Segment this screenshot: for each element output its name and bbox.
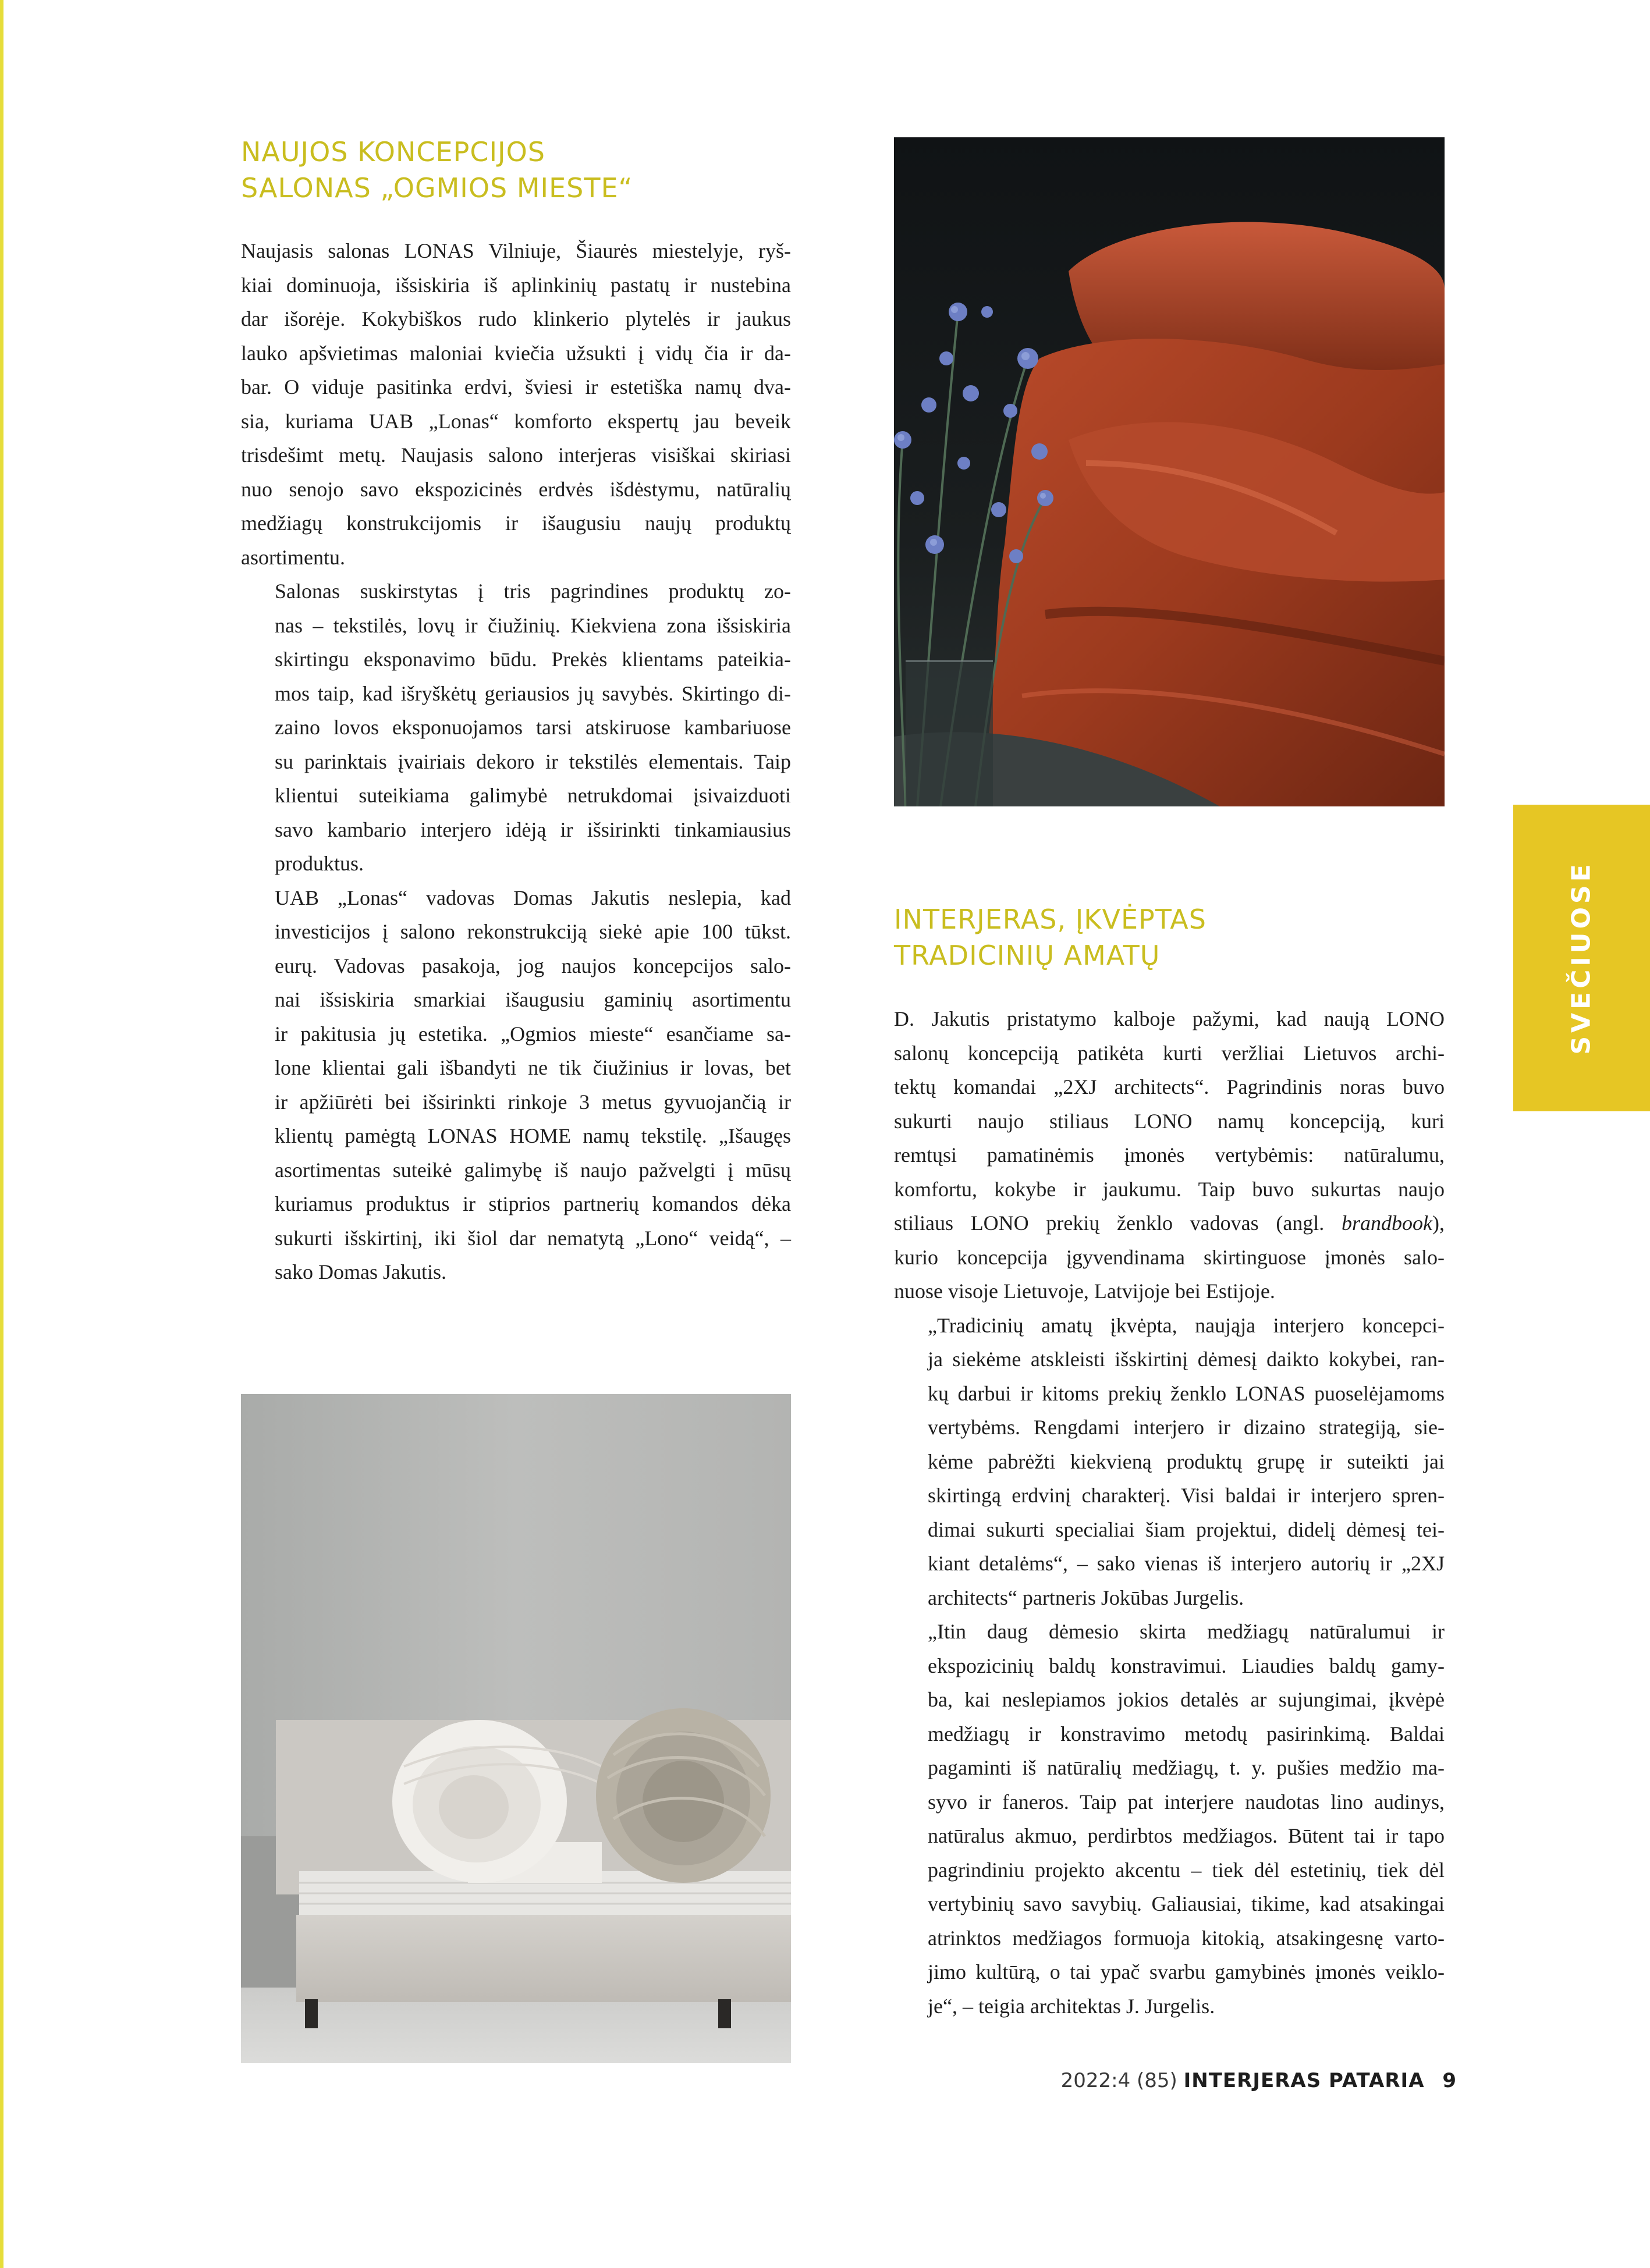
text-line: sia, kuriama UAB „Lonas“ komforto ekspertų jau beveik: [241, 409, 791, 433]
section-tab: [1513, 805, 1650, 1111]
text-line: kų darbui ir kitoms prekių ženklo LONAS puoselėjamoms: [928, 1381, 1445, 1405]
left-heading-line-1: NAUJOS KONCEPCIJOS: [241, 136, 545, 168]
page-edge-accent: [0, 0, 3, 2268]
text-line: skirtingą erdvinį charakterį. Visi baldai ir interjero spren-: [928, 1484, 1445, 1507]
text-line: natūralus akmuo, perdirbtos medžiagos. Būtent tai ir tapo: [928, 1824, 1445, 1847]
text-line: savo kambario interjero idėją ir išsirinkti tinkamiausius: [275, 817, 791, 841]
text-line: investicijos į salono rekonstrukciją siekė apie 100 tūkst.: [275, 920, 791, 943]
right-paragraph-2: [894, 1309, 1445, 1615]
right-heading-line-2: TRADICINIŲ AMATŲ: [894, 940, 1161, 971]
left-article-column: [241, 234, 791, 1289]
text-line: atrinktos medžiagos formuoja kitokią, atsakingesnę varto-: [928, 1926, 1445, 1950]
text-line: asortimentas suteikė galimybę iš naujo pažvelgti į mūsų: [275, 1158, 791, 1182]
text-line: nas – tekstilės, lovų ir čiužinių. Kiekviena zona išsiskiria: [275, 613, 791, 637]
text-line: bar. O viduje pasitinka erdvi, šviesi ir estetiška namų dva-: [241, 375, 791, 399]
text-line: eurų. Vadovas pasakoja, jog naujos koncepcijos salo-: [275, 954, 791, 977]
footer-issue: 2022:4 (85): [1060, 2069, 1177, 2092]
bed-illustration: [241, 1394, 791, 2063]
text-line: tektų komandai „2XJ architects“. Pagrindinis noras buvo: [894, 1075, 1445, 1099]
text-line: „Tradicinių amatų įkvėpta, naująja interjero koncepci-: [928, 1313, 1445, 1337]
text-line: klientui suteikiama galimybė netrukdomai įsivaizduoti: [275, 784, 791, 807]
text-line: kėme pabrėžti kiekvieną produktų grupę ir suteikti jai: [928, 1449, 1445, 1473]
text-line: dar išorėje. Kokybiškos rudo klinkerio plytelės ir jaukus: [241, 307, 791, 330]
text-line: asortimentu.: [241, 545, 345, 569]
text-line: kurio koncepcija įgyvendinama skirtinguose įmonės salo-: [894, 1245, 1445, 1269]
text-line: ja siekėme atskleisti išskirtinį dėmesį daikto kokybei, ran-: [928, 1348, 1445, 1371]
text-line: kiai dominuoja, išsiskiria iš aplinkinių pastatų ir nustebina: [241, 273, 791, 297]
text-line: medžiagų konstrukcijomis ir išaugusiu naujų produktų: [241, 511, 791, 535]
text-line: pagaminti iš natūralių medžiagų, t. y. pušies medžio ma-: [928, 1756, 1445, 1779]
text-line: produktus.: [275, 852, 364, 875]
right-article-column: [894, 1002, 1445, 2023]
text-line: trisdešimt metų. Naujasis salono interjeras visiškai skiriasi: [241, 443, 791, 467]
text-line: remtųsi pamatinėmis įmonės vertybėmis: natūralumu,: [894, 1143, 1445, 1167]
text-line: ir pakitusia jų estetika. „Ogmios mieste“ esančiame sa-: [275, 1022, 791, 1046]
photo-bed-toppers: [241, 1394, 791, 2063]
text-line: kuriamus produktus ir stiprios partnerių komandos dėka: [275, 1192, 791, 1215]
text-line: jimo kultūrą, o tai ypač svarbu gamybinės įmonės veiklo-: [928, 1960, 1445, 1983]
text-line: kiant detalėms“, – sako vienas iš interjero autorių ir „2XJ: [928, 1552, 1445, 1575]
text-line: pagrindiniu projekto akcentu – tiek dėl estetinių, tiek dėl: [928, 1858, 1445, 1882]
text-line: sako Domas Jakutis.: [275, 1260, 446, 1284]
right-paragraph-1: [894, 1002, 1445, 1309]
text-line: mos taip, kad išryškėtų geriausios jų savybės. Skirtingo di-: [275, 681, 791, 705]
left-heading: [241, 134, 633, 206]
footer-page-number: 9: [1442, 2069, 1456, 2092]
left-heading-line-2: SALONAS „OGMIOS MIESTE“: [241, 172, 633, 204]
text-line: ir apžiūrėti bei išsirinkti rinkoje 3 metus gyvuojančią ir: [275, 1090, 791, 1114]
text-line: ekspozicinių baldų konstravimui. Liaudies baldų gamy-: [928, 1654, 1445, 1677]
text-line: zaino lovos eksponuojamos tarsi atskiruose kambariuose: [275, 716, 791, 739]
text-line: D. Jakutis pristatymo kalboje pažymi, kad naują LONO: [894, 1007, 1445, 1030]
text-line: lone klientai gali išbandyti ne tik čiužinius ir lovas, bet: [275, 1056, 791, 1079]
text-line: vertybėms. Rengdami interjero ir dizaino strategiją, sie-: [928, 1416, 1445, 1439]
text-line: nai išsiskiria smarkiai išaugusiu gaminių asortimentu: [275, 988, 791, 1011]
section-tab-label: SVEČIUOSE: [1566, 861, 1596, 1055]
left-paragraph-2: [241, 574, 791, 881]
bedding-illustration: [894, 137, 1445, 806]
text-line: dimai sukurti specialiai šiam projektui, didelį dėmesį tei-: [928, 1517, 1445, 1541]
text-line: salonų koncepciją patikėta kurti veržliai Lietuvos archi-: [894, 1041, 1445, 1065]
text-line: klientų pamėgtą LONAS HOME namų tekstilę. „Išaugęs: [275, 1124, 791, 1147]
text-line: Naujasis salonas LONAS Vilniuje, Šiaurės miestelyje, ryš-: [241, 239, 791, 262]
text-line: stiliaus LONO prekių ženklo vadovas (angl. brandbook),: [894, 1211, 1445, 1235]
text-line: UAB „Lonas“ vadovas Domas Jakutis neslepia, kad: [275, 886, 791, 909]
text-line: ba, kai neslepiamos jokios detalės ar sujungimai, įkvėpė: [928, 1688, 1445, 1711]
text-line: nuo senojo savo ekspozicinės erdvės išdėstymu, natūralių: [241, 477, 791, 501]
page-footer: [1061, 2069, 1456, 2092]
text-line: medžiagų ir konstravimo metodų pasirinkimą. Baldai: [928, 1722, 1445, 1746]
text-line: architects“ partneris Jokūbas Jurgelis.: [928, 1586, 1244, 1609]
text-line: su parinktais įvairiais dekoro ir tekstilės elementais. Taip: [275, 749, 791, 773]
text-line: je“, – teigia architektas J. Jurgelis.: [928, 1994, 1215, 2018]
text-line: lauko apšvietimas maloniai kviečia užsukti į vidų čia ir da-: [241, 341, 791, 365]
text-line: Salonas suskirstytas į tris pagrindines produktų zo-: [275, 580, 791, 603]
left-paragraph-1: [241, 234, 791, 574]
text-line: skirtingu eksponavimo būdu. Prekės klientams pateikia-: [275, 648, 791, 671]
left-paragraph-3: [241, 881, 791, 1289]
right-heading-line-1: INTERJERAS, ĮKVĖPTAS: [894, 904, 1207, 935]
text-line: sukurti naujo stiliaus LONO namų koncepciją, kuri: [894, 1109, 1445, 1133]
right-paragraph-3: [894, 1615, 1445, 2023]
footer-magazine-name: INTERJERAS PATARIA: [1183, 2069, 1425, 2092]
text-line: syvo ir faneros. Taip pat interjere naudotas lino audinys,: [928, 1790, 1445, 1814]
right-heading: [894, 901, 1207, 973]
text-line: komfortu, kokybe ir jaukumu. Taip buvo sukurtas naujo: [894, 1177, 1445, 1201]
text-line: nuose visoje Lietuvoje, Latvijoje bei Estijoje.: [894, 1279, 1275, 1303]
text-line: sukurti išskirtinį, iki šiol dar nematytą „Lono“ veidą“, –: [275, 1226, 791, 1250]
text-line: „Itin daug dėmesio skirta medžiagų natūralumui ir: [928, 1620, 1445, 1643]
text-line: vertybinių savo savybių. Galiausiai, tikime, kad atsakingai: [928, 1892, 1445, 1915]
photo-orange-bedding: [894, 137, 1445, 806]
